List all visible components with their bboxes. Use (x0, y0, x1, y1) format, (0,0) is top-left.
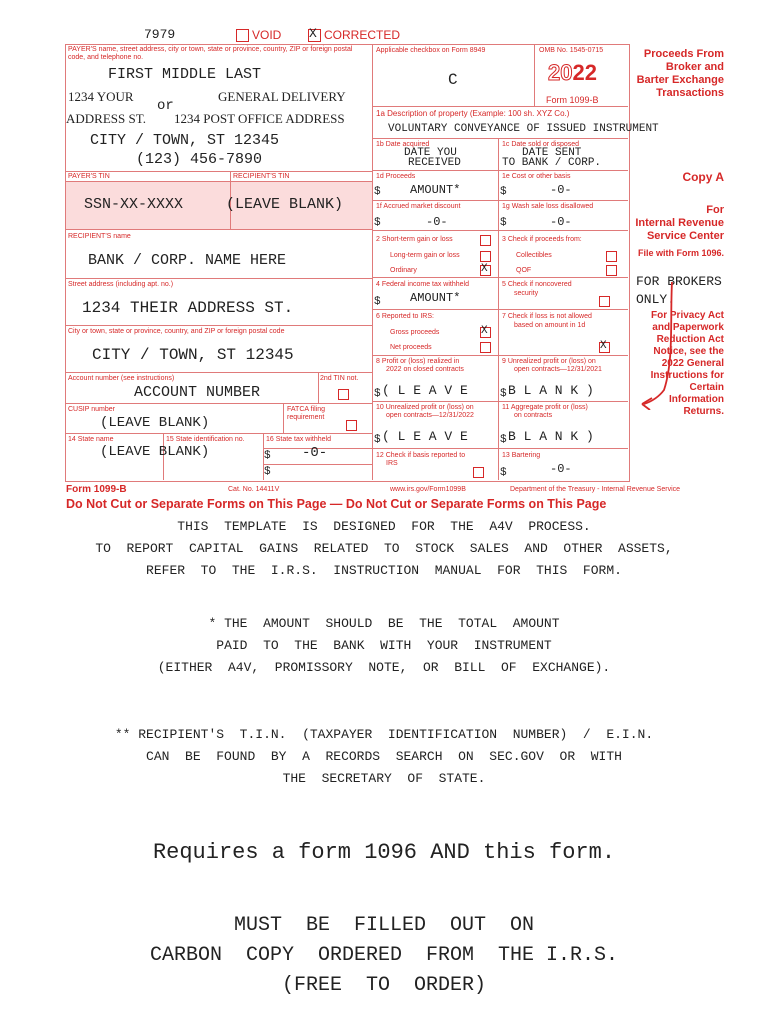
box1e-dollar: $ (500, 186, 507, 198)
omb-label: OMB No. 1545-0715 (539, 47, 604, 54)
privacy-line: For Privacy Act (651, 310, 724, 321)
box7-label: 7 Check if loss is not allowed (502, 313, 592, 320)
box13-dollar: $ (500, 467, 507, 479)
box3-label: 3 Check if proceeds from: (502, 236, 582, 243)
state-tax-value[interactable]: -0- (302, 445, 328, 461)
arrow-annotation-icon (640, 280, 680, 410)
box2-ordinary-mark: X (481, 263, 488, 275)
state-tax-dollar-2: $ (264, 466, 271, 478)
box1c-value1[interactable]: DATE SENT (522, 147, 582, 159)
recipient-name-label: RECIPIENT'S name (68, 233, 131, 240)
box6-gross: Gross proceeds (390, 329, 440, 336)
payer-city[interactable]: CITY / TOWN, ST 12345 (90, 132, 280, 149)
box1d-value[interactable]: AMOUNT* (410, 183, 461, 197)
amount-note-line1: * THE AMOUNT SHOULD BE THE TOTAL AMOUNT (208, 616, 560, 631)
privacy-line: and Paperwork (652, 322, 724, 333)
box9-label: 9 Unrealized profit or (loss) on (502, 358, 596, 365)
box5-checkbox[interactable] (599, 296, 610, 307)
state-value[interactable]: (LEAVE BLANK) (100, 444, 210, 460)
account-label: Account number (see instructions) (68, 375, 175, 382)
box2-long-checkbox[interactable] (480, 251, 491, 262)
box1f-value[interactable]: -0- (426, 215, 448, 229)
fatca-label2: requirement (287, 414, 325, 421)
box1b-value2[interactable]: RECEIVED (408, 157, 461, 169)
box3-qof: QOF (516, 267, 532, 274)
box7-label2: based on amount in 1d (514, 322, 586, 329)
state-tax-label: 16 State tax withheld (266, 436, 331, 443)
fatca-label: FATCA filing (287, 406, 325, 413)
requires-1096-note: Requires a form 1096 AND this form. (152, 840, 616, 865)
box8-label2: 2022 on closed contracts (386, 366, 464, 373)
box9-label2: open contracts—12/31/2021 (514, 366, 602, 373)
box1g-dollar: $ (500, 217, 507, 229)
box1b-label: 1b Date acquired (376, 141, 430, 148)
box10-label2: open contracts—12/31/2022 (386, 412, 474, 419)
title-line2: Broker and (665, 61, 724, 73)
box11-label: 11 Aggregate profit or (loss) (502, 404, 588, 411)
box10-dollar: $ (374, 434, 381, 446)
box3-collectibles: Collectibles (516, 252, 552, 259)
form-title (628, 48, 724, 100)
fatca-checkbox[interactable] (346, 420, 357, 431)
box4-dollar: $ (374, 296, 381, 308)
box1c-value2[interactable]: TO BANK / CORP. (502, 157, 602, 169)
second-tin-label: 2nd TIN not. (320, 375, 359, 382)
payer-phone[interactable]: (123) 456-7890 (136, 151, 263, 168)
privacy-line: Notice, see the (653, 346, 724, 357)
privacy-line: Certain (689, 382, 724, 393)
tax-year-suffix: 22 (572, 60, 597, 85)
box11-label2: on contracts (514, 412, 553, 419)
box1f-dollar: $ (374, 217, 381, 229)
box1a-label: 1a Description of property (Example: 100 sh. XYZ Co.) (376, 109, 570, 118)
box2-ordinary-label: Ordinary (390, 267, 417, 274)
carbon-note-line3: (FREE TO ORDER) (281, 974, 487, 997)
box8-dollar: $ (374, 388, 381, 400)
box9-dollar: $ (500, 388, 507, 400)
box7-mark: X (600, 340, 607, 352)
box10-value[interactable]: ( L E A V E (382, 429, 468, 444)
box2-short-checkbox[interactable] (480, 235, 491, 246)
tax-year (548, 60, 597, 86)
copy-irs1: Internal Revenue (635, 217, 724, 229)
tin-note-line2: CAN BE FOUND BY A RECORDS SEARCH ON SEC.GOV OR WITH (146, 749, 622, 764)
box3-qof-checkbox[interactable] (606, 265, 617, 276)
recipient-street-label: Street address (including apt. no.) (68, 281, 174, 288)
privacy-line: Instructions for (650, 370, 724, 381)
box1g-label: 1g Wash sale loss disallowed (502, 203, 594, 210)
box3-collectibles-checkbox[interactable] (606, 251, 617, 262)
box8-label: 8 Profit or (loss) realized in (376, 358, 460, 365)
box2-label: 2 Short-term gain or loss (376, 236, 453, 243)
amount-note-line3: (EITHER A4V, PROMISSORY NOTE, OR BILL OF EXCHANGE). (157, 660, 611, 675)
box6-label: 6 Reported to IRS: (376, 313, 434, 320)
instructions-line1: THIS TEMPLATE IS DESIGNED FOR THE A4V PROCESS. (177, 519, 591, 534)
tin-note-line1: ** RECIPIENT'S T.I.N. (TAXPAYER IDENTIFICATION NUMBER) / E.I.N. (114, 727, 654, 742)
footer-url: www.irs.gov/Form1099B (390, 486, 466, 493)
carbon-note-line1: MUST BE FILLED OUT ON (233, 914, 535, 937)
instructions-line2: TO REPORT CAPITAL GAINS RELATED TO STOCK SALES AND OTHER ASSETS, (95, 541, 673, 556)
copy-for: For (706, 204, 724, 216)
second-tin-checkbox[interactable] (338, 389, 349, 400)
void-checkbox[interactable] (236, 29, 249, 42)
recipient-tin-value[interactable]: (LEAVE BLANK) (226, 196, 344, 213)
copy-file: File with Form 1096. (637, 248, 724, 258)
payer-address-line3b[interactable]: 1234 POST OFFICE ADDRESS (174, 111, 345, 126)
copy-irs2: Service Center (646, 230, 724, 242)
privacy-line: Reduction Act (656, 334, 724, 345)
state-id-label: 15 State identification no. (166, 436, 245, 443)
recipient-street[interactable]: 1234 THEIR ADDRESS ST. (82, 299, 294, 317)
state-name-label: 14 State name (68, 436, 114, 443)
box9-value[interactable]: B L A N K ) (508, 383, 594, 398)
omb-form-label: Form 1099-B (546, 95, 599, 105)
brokers-note-2: ONLY. (636, 292, 676, 307)
box1e-label: 1e Cost or other basis (502, 173, 571, 180)
box11-value[interactable]: B L A N K ) (508, 429, 594, 444)
payer-tin-value[interactable]: SSN-XX-XXXX (84, 196, 184, 213)
recipient-city-label: City or town, state or province, country, and ZIP or foreign postal code (68, 328, 285, 335)
box6-net: Net proceeds (390, 344, 432, 351)
box5-label: 5 Check if noncovered (502, 281, 572, 288)
payer-tin-label: PAYER'S TIN (68, 173, 110, 180)
box8-value[interactable]: ( L E A V E (382, 383, 468, 398)
box13-value[interactable]: -0- (550, 462, 572, 476)
title-line1: Proceeds From (643, 48, 724, 60)
box13-label: 13 Bartering (502, 452, 541, 459)
state-tax-dollar: $ (264, 450, 271, 462)
payer-address-line2b[interactable]: GENERAL DELIVERY (218, 89, 346, 104)
recipient-city[interactable]: CITY / TOWN, ST 12345 (92, 346, 294, 364)
corrected-mark: X (309, 26, 317, 41)
privacy-line: Information (669, 394, 724, 405)
box1d-label: 1d Proceeds (376, 173, 416, 180)
box10-label: 10 Unrealized profit or (loss) on (376, 404, 474, 411)
box6-gross-mark: X (481, 325, 488, 337)
privacy-line: 2022 General (661, 358, 724, 369)
footer-form: Form 1099-B (66, 484, 127, 495)
title-line4: Transactions (656, 87, 724, 99)
form8949-label: Applicable checkbox on Form 8949 (376, 47, 486, 54)
payer-label: PAYER'S name, street address, city or town, state or province, country, ZIP or foreign postal code, and telephone no. (68, 46, 353, 61)
recipient-name[interactable]: BANK / CORP. NAME HERE (88, 252, 287, 269)
payer-address-line3a[interactable]: ADDRESS ST. (66, 111, 146, 126)
box1f-label: 1f Accrued market discount (376, 203, 461, 210)
recipient-tin-label: RECIPIENT'S TIN (233, 173, 290, 180)
amount-note-line2: PAID TO THE BANK WITH YOUR INSTRUMENT (216, 638, 552, 653)
box12-checkbox[interactable] (473, 467, 484, 478)
corrected-label: CORRECTED (324, 28, 401, 42)
box1c-label: 1c Date sold or disposed (502, 141, 580, 148)
box1a-value[interactable]: VOLUNTARY CONVEYANCE OF ISSUED INSTRUMENT (388, 123, 659, 135)
box2-long-label: Long-term gain or loss (390, 252, 460, 259)
brokers-note-1: FOR BROKERS (636, 274, 722, 289)
tax-year-prefix: 20 (548, 60, 573, 85)
payer-or: or (157, 98, 174, 114)
cusip-label: CUSIP number (68, 406, 115, 413)
box1b-value1[interactable]: DATE YOU (404, 147, 457, 159)
box12-label: 12 Check if basis reported to (376, 452, 466, 459)
box12-label2: IRS (386, 460, 398, 467)
box4-label: 4 Federal income tax withheld (376, 281, 469, 288)
void-label: VOID (252, 28, 282, 42)
footer-dept: Department of the Treasury - Internal Revenue Service (510, 486, 681, 493)
privacy-line: Returns. (683, 406, 724, 417)
copy-a: Copy A (682, 170, 724, 184)
carbon-note-line2: CARBON COPY ORDERED FROM THE I.R.S. (149, 944, 619, 967)
form-number-handwritten: 7979 (144, 27, 176, 42)
box5-label2: security (514, 290, 539, 297)
box1g-value[interactable]: -0- (550, 215, 572, 229)
box6-net-checkbox[interactable] (480, 342, 491, 353)
payer-address-line2a[interactable]: 1234 YOUR (68, 89, 134, 104)
payer-name[interactable]: FIRST MIDDLE LAST (108, 66, 262, 83)
title-line3: Barter Exchange (636, 74, 724, 86)
tin-note-line3: THE SECRETARY OF STATE. (282, 771, 486, 786)
account-value[interactable]: ACCOUNT NUMBER (134, 384, 261, 401)
instructions-line3: REFER TO THE I.R.S. INSTRUCTION MANUAL FOR THIS FORM. (146, 563, 622, 578)
cusip-value[interactable]: (LEAVE BLANK) (100, 415, 210, 431)
box1e-value[interactable]: -0- (550, 183, 572, 197)
footer-cat: Cat. No. 14411V (228, 486, 280, 493)
form8949-value[interactable]: C (448, 71, 458, 89)
do-not-cut-warning: Do Not Cut or Separate Forms on This Page — Do Not Cut or Separate Forms on This Page (66, 497, 607, 511)
box4-value[interactable]: AMOUNT* (410, 291, 461, 305)
box1d-dollar: $ (374, 186, 381, 198)
box11-dollar: $ (500, 434, 507, 446)
